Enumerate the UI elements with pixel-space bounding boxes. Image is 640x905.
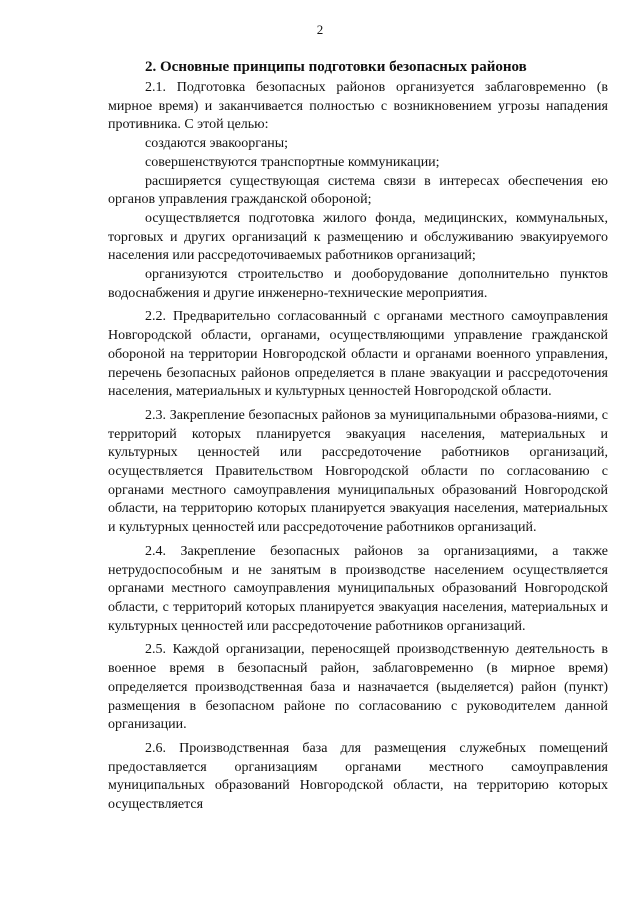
- paragraph-2-3: 2.3. Закрепление безопасных районов за муниципальными образова-ниями, с территорий которых планируется эвакуация населения, материальных и культурных ценностей или рассредоточение работников организаций, осуществляется Правительством Новгородской области по согласованию с органами местного самоуправления муниципальных образований Новгородской области, на территорию которых планируется эвакуация населения, материальных и культурных ценностей или рассредоточение работников организаций.: [108, 407, 608, 536]
- paragraph-2-4: 2.4. Закрепление безопасных районов за организациями, а также нетрудоспособным и не занятым в производстве населением осуществляется органами местного самоуправления муниципальных образований Новгородской области, с территорий которых планируется эвакуация населения, материальных и культурных ценностей или рассредоточение работников организаций.: [108, 543, 608, 634]
- list-item: расширяется существующая система связи в интересах обеспечения ею органов управления гражданской обороной;: [108, 173, 608, 208]
- list-item: совершенствуются транспортные коммуникации;: [145, 154, 440, 170]
- paragraph-2-2: 2.2. Предварительно согласованный с органами местного самоуправления Новгородской области, органами, осуществляющими управление гражданской обороной на территории Новгородской области и органами военного управления, перечень безопасных районов определяется в плане эвакуации и рассредоточения населения, материальных и культурных ценностей Новгородской области.: [108, 309, 608, 400]
- document-body: [108, 58, 608, 815]
- section-heading: 2. Основные принципы подготовки безопасных районов: [145, 59, 527, 75]
- list-item: осуществляется подготовка жилого фонда, медицинских, коммунальных, торговых и других организаций к размещению и обслуживанию эвакуируемого населения или рассредоточиваемых работников организаций;: [108, 210, 608, 264]
- paragraph-2-5: 2.5. Каждой организации, переносящей производственную деятельность в военное время в безопасный район, заблаговременно (в мирное время) определяется производственная база и назначается (выделяется) район (пункт) размещения в безопасном районе по согласованию с руководителем данной организации.: [108, 642, 608, 733]
- paragraph-2-6: 2.6. Производственная база для размещения служебных помещений предоставляется организациям органами местного самоуправления муниципальных образований Новгородской области, на территорию которых осуществляется: [108, 740, 608, 813]
- list-item: создаются эвакоорганы;: [145, 136, 289, 152]
- list-item: организуются строительство и дооборудование дополнительно пунктов водоснабжения и другие инженерно-технические мероприятия.: [108, 267, 608, 301]
- page-number: 2: [316, 22, 324, 37]
- paragraph-2-1-intro: 2.1. Подготовка безопасных районов организуется заблаговременно (в мирное время) и заканчивается полностью с возникновением угрозы нападения противника. С этой целью:: [108, 80, 608, 133]
